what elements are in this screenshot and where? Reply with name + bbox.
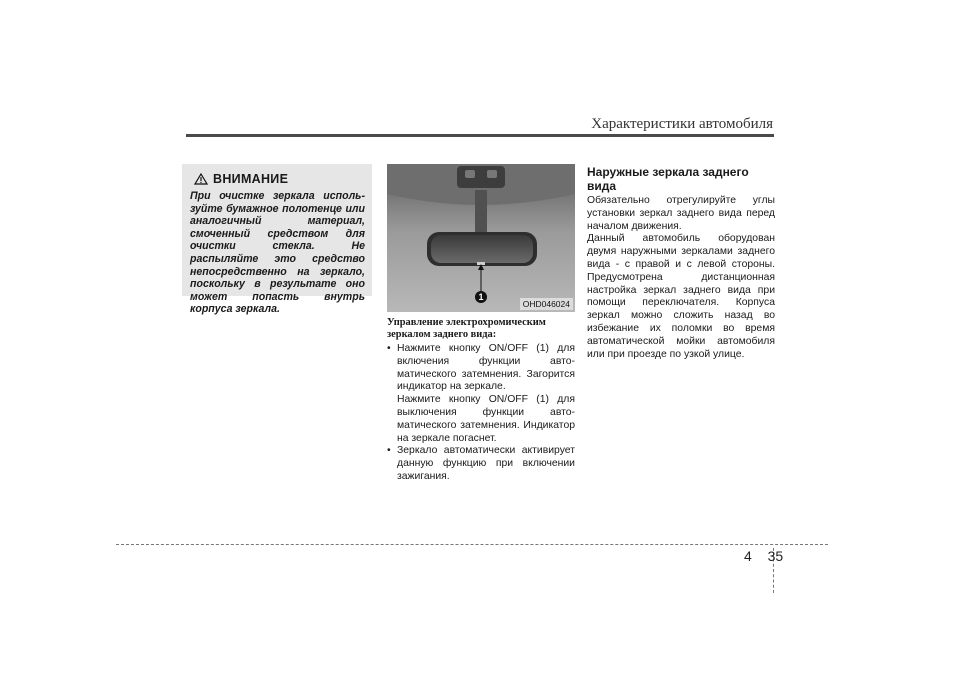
outside-mirrors-text	[587, 195, 775, 361]
bullet-text: Зеркало автоматически активирует данную функцию при включении зажигания.	[397, 445, 575, 482]
header-rule	[186, 134, 774, 137]
footer-rule	[116, 544, 828, 545]
warning-triangle-icon	[194, 173, 210, 188]
section-title: Характеристики автомобиля	[591, 116, 773, 132]
chapter-number: 4	[744, 548, 752, 564]
bullet-symbol: •	[387, 343, 391, 354]
warning-heading	[194, 172, 288, 188]
outside-mirrors-title: Наружные зеркала заднего вида	[587, 165, 749, 193]
electrochromic-bullets	[387, 343, 575, 484]
page-number	[744, 548, 783, 564]
warning-title: ВНИМАНИЕ	[213, 172, 289, 186]
page-index: 35	[767, 548, 784, 564]
warning-box	[182, 164, 372, 316]
bullet-symbol: •	[387, 445, 391, 457]
electrochromic-title: Управление электрохромическим зеркалом заднего вида:	[387, 317, 546, 340]
paragraph: Обязательно отрегулируйте углы установки зеркал заднего вида перед началом движения.	[587, 195, 775, 232]
bullet-text: Нажмите кнопку ON/OFF (1) для выключения функции авто-матического затемнения. Индикатор на зеркале погаснет.	[397, 394, 575, 444]
paragraph: Данный автомобиль оборудован двумя наружными зеркалами заднего вида - с правой и с левой стороны. Предусмотрена дистанционная настройка зеркал заднего вида при помощи переключателя. Корпуса зеркал можно сложить назад во избежание их поломки во время автоматической мойки автомобиля или при проезде по узкой улице.	[587, 233, 775, 360]
list-item	[387, 445, 575, 483]
list-item	[387, 343, 575, 445]
rearview-mirror-photo	[387, 164, 575, 312]
bullet-text: Нажмите кнопку ON/OFF (1) для включения функции авто-матического затемнения. Загорится индикатор на зеркале.	[397, 343, 575, 393]
warning-text: При очистке зеркала исполь-зуйте бумажное полотенце или аналогичный материал, смоченный средством для очистки стекла. Не распыляйте это средство непосредственно на зеркало, поскольку в результате оно может попасть внутрь корпуса зеркала.	[190, 190, 365, 316]
figure-code: OHD046024	[520, 298, 573, 310]
numbered-callout-icon: 1	[475, 291, 487, 303]
